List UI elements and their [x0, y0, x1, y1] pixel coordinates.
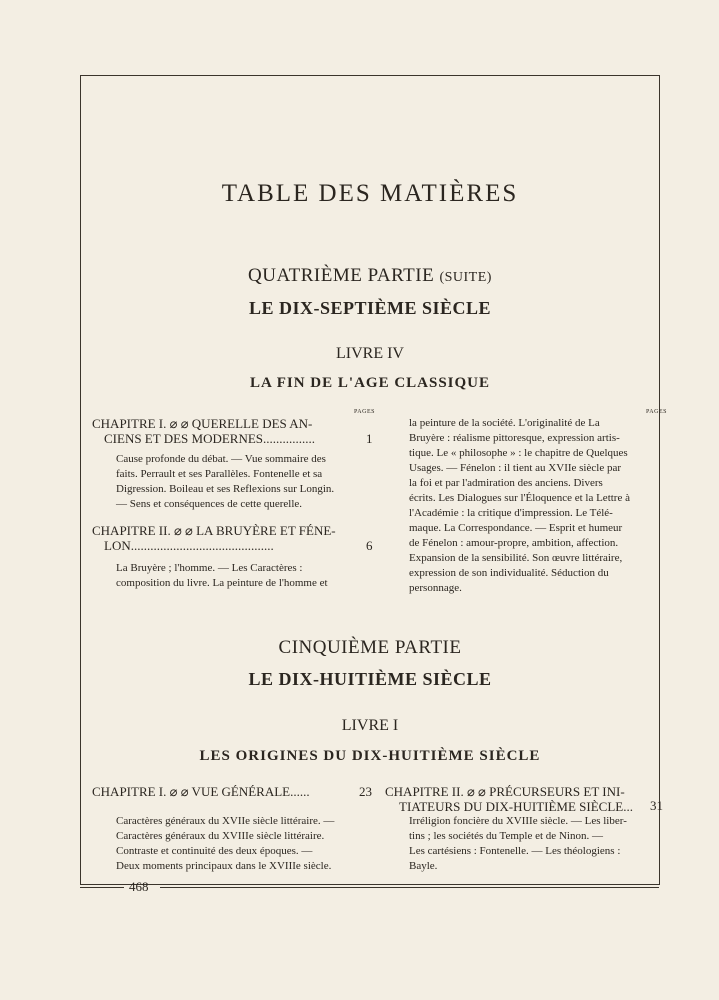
- part-four-suffix: (SUITE): [439, 270, 492, 285]
- desc-line: Bruyère : réalisme pittoresque, expression artis-: [409, 432, 620, 444]
- desc-line: Digression. Boileau et ses Reflexions sur Longin.: [116, 483, 335, 495]
- part-five-subtitle: LE DIX-HUITIÈME SIÈCLE: [248, 669, 492, 689]
- chapter-2-5-title-line1: CHAPITRE II. ⌀ ⌀ PRÉCURSEURS ET INI-: [385, 784, 625, 799]
- desc-line: Caractères généraux du XVIIe siècle littéraire. —: [116, 815, 335, 827]
- part-five-label: CINQUIÈME PARTIE: [278, 637, 462, 658]
- page-number: 468: [129, 879, 149, 894]
- chapter-1-title-line1: CHAPITRE I. ⌀ ⌀ QUERELLE DES AN-: [92, 416, 313, 431]
- desc-line: Les cartésiens : Fontenelle. — Les théologiens :: [409, 845, 621, 857]
- desc-line: Caractères généraux du XVIIIe siècle littéraire.: [116, 830, 325, 842]
- desc-line: Cause profonde du débat. — Vue sommaire des: [116, 453, 326, 465]
- desc-line: Usages. — Fénelon : il tient au XVIIe siècle par: [409, 462, 621, 474]
- desc-line: tique. Le « philosophe » : le chapitre de Quelques: [409, 447, 628, 459]
- desc-line: de Fénelon : amour-propre, ambition, affection.: [409, 537, 619, 549]
- desc-line: composition du livre. La peinture de l'homme et: [116, 577, 328, 589]
- desc-line: Deux moments principaux dans le XVIIIe siècle.: [116, 860, 332, 872]
- desc-line: Expansion de la sensibilité. Son œuvre littéraire,: [409, 552, 623, 564]
- pages-label-right: PAGES: [646, 409, 667, 415]
- chapter-2-5-entry: [385, 784, 645, 814]
- chapter-2-description-right: [409, 416, 638, 596]
- desc-line: personnage.: [409, 582, 462, 594]
- pages-label-left: PAGES: [354, 409, 375, 415]
- chapter-1-title-line2: CIENS ET DES MODERNES................: [104, 431, 316, 446]
- chapter-2-description-left: [116, 561, 346, 591]
- desc-line: maque. La Correspondance. — Esprit et humeur: [409, 522, 623, 534]
- desc-line: Irréligion foncière du XVIIIe siècle. — Les liber-: [409, 815, 627, 827]
- chapter-2-5-page: 31: [650, 798, 663, 813]
- desc-line: Contraste et continuité des deux époques. —: [116, 845, 313, 857]
- page-title: TABLE DES MATIÈRES: [221, 180, 519, 207]
- part-four-subtitle: LE DIX-SEPTIÈME SIÈCLE: [248, 298, 492, 318]
- part-four-heading: [80, 265, 660, 287]
- chapter-1-5-title: CHAPITRE I. ⌀ ⌀ VUE GÉNÉRALE......: [92, 784, 310, 799]
- desc-line: Bayle.: [409, 860, 438, 872]
- desc-line: — Sens et conséquences de cette querelle.: [116, 498, 303, 510]
- desc-line: la foi et par l'admiration des anciens. Divers: [409, 477, 603, 489]
- chapter-1-description: [116, 452, 346, 512]
- footer-rule-right: [160, 887, 659, 888]
- chapter-1-entry: [92, 416, 342, 446]
- chapter-2-entry: [92, 523, 352, 553]
- desc-line: tins ; les sociétés du Temple et de Ninon. —: [409, 830, 603, 842]
- livre-one-label: LIVRE I: [341, 717, 399, 734]
- livre-one-subtitle: LES ORIGINES DU DIX-HUITIÈME SIÈCLE: [199, 748, 541, 764]
- chapter-1-5-entry: [92, 784, 352, 799]
- chapter-1-page: 1: [366, 431, 373, 446]
- chapter-2-title-line1: CHAPITRE II. ⌀ ⌀ LA BRUYÈRE ET FÉNE-: [92, 523, 336, 538]
- part-four-label: QUATRIÈME PARTIE: [248, 265, 435, 286]
- desc-line: l'Académie : la critique d'impression. Le Télé-: [409, 507, 613, 519]
- desc-line: La Bruyère ; l'homme. — Les Caractères :: [116, 562, 303, 574]
- chapter-2-5-title-line2: TIATEURS DU DIX-HUITIÈME SIÈCLE...: [399, 799, 633, 814]
- chapter-1-5-description: [116, 814, 346, 874]
- desc-line: la peinture de la société. L'originalité de La: [409, 417, 600, 429]
- desc-line: écrits. Les Dialogues sur l'Éloquence et la Lettre à: [409, 492, 630, 504]
- chapter-1-5-page: 23: [359, 784, 372, 799]
- chapter-2-title-line2: LON............................................: [104, 538, 274, 553]
- livre-four-subtitle: LA FIN DE L'AGE CLASSIQUE: [249, 375, 491, 391]
- chapter-2-page: 6: [366, 538, 373, 553]
- chapter-2-5-description: [409, 814, 638, 874]
- desc-line: expression de son individualité. Séduction du: [409, 567, 609, 579]
- footer-rule-left: [80, 887, 124, 888]
- livre-four-label: LIVRE IV: [336, 345, 404, 362]
- desc-line: faits. Perrault et ses Parallèles. Fontenelle et sa: [116, 468, 323, 480]
